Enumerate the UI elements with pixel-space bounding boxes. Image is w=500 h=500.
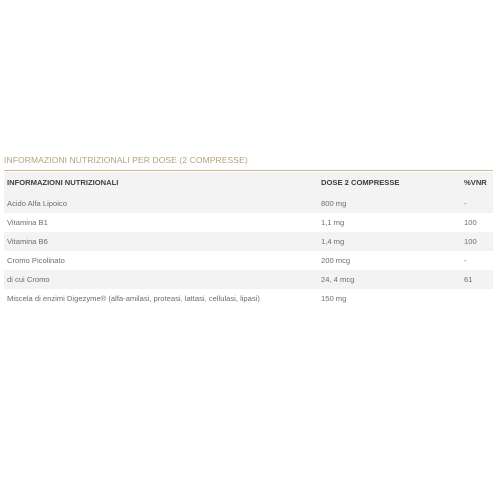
nutrient-name: Miscela di enzimi Digezyme® (alfa-amilasi, proteasi, lattasi, cellulasi, lipasi) [7,294,260,303]
nutrient-dose: 800 mg [321,199,347,208]
nutrient-vnr: 100 [464,237,477,246]
title-divider [4,170,493,171]
nutrient-vnr: - [464,256,467,265]
header-nutrient: INFORMAZIONI NUTRIZIONALI [7,178,119,187]
nutrient-dose: 24, 4 mcg [321,275,355,284]
header-vnr: %VNR [464,178,487,187]
nutrient-dose: 1,1 mg [321,218,345,227]
nutrient-name: Cromo Picolinato [7,256,65,265]
table-header-row [4,172,493,194]
nutrient-dose: 1,4 mg [321,237,345,246]
nutrient-name: di cui Cromo [7,275,50,284]
nutrient-dose: 200 mcg [321,256,351,265]
header-dose: DOSE 2 COMPRESSE [321,178,400,187]
table-row [4,194,493,213]
table-row [4,232,493,251]
nutrient-dose: 150 mg [321,294,347,303]
nutrition-table [4,172,493,308]
nutrient-vnr: 61 [464,275,473,284]
nutrient-name: Vitamina B1 [7,218,48,227]
nutrient-name: Vitamina B6 [7,237,48,246]
nutrient-vnr: 100 [464,218,477,227]
nutrient-vnr: - [464,199,467,208]
table-row [4,213,493,232]
table-row [4,289,493,308]
table-row [4,251,493,270]
section-title: INFORMAZIONI NUTRIZIONALI PER DOSE (2 COMPRESSE) [4,155,248,165]
nutrient-name: Acido Alfa Lipoico [7,199,67,208]
table-row [4,270,493,289]
